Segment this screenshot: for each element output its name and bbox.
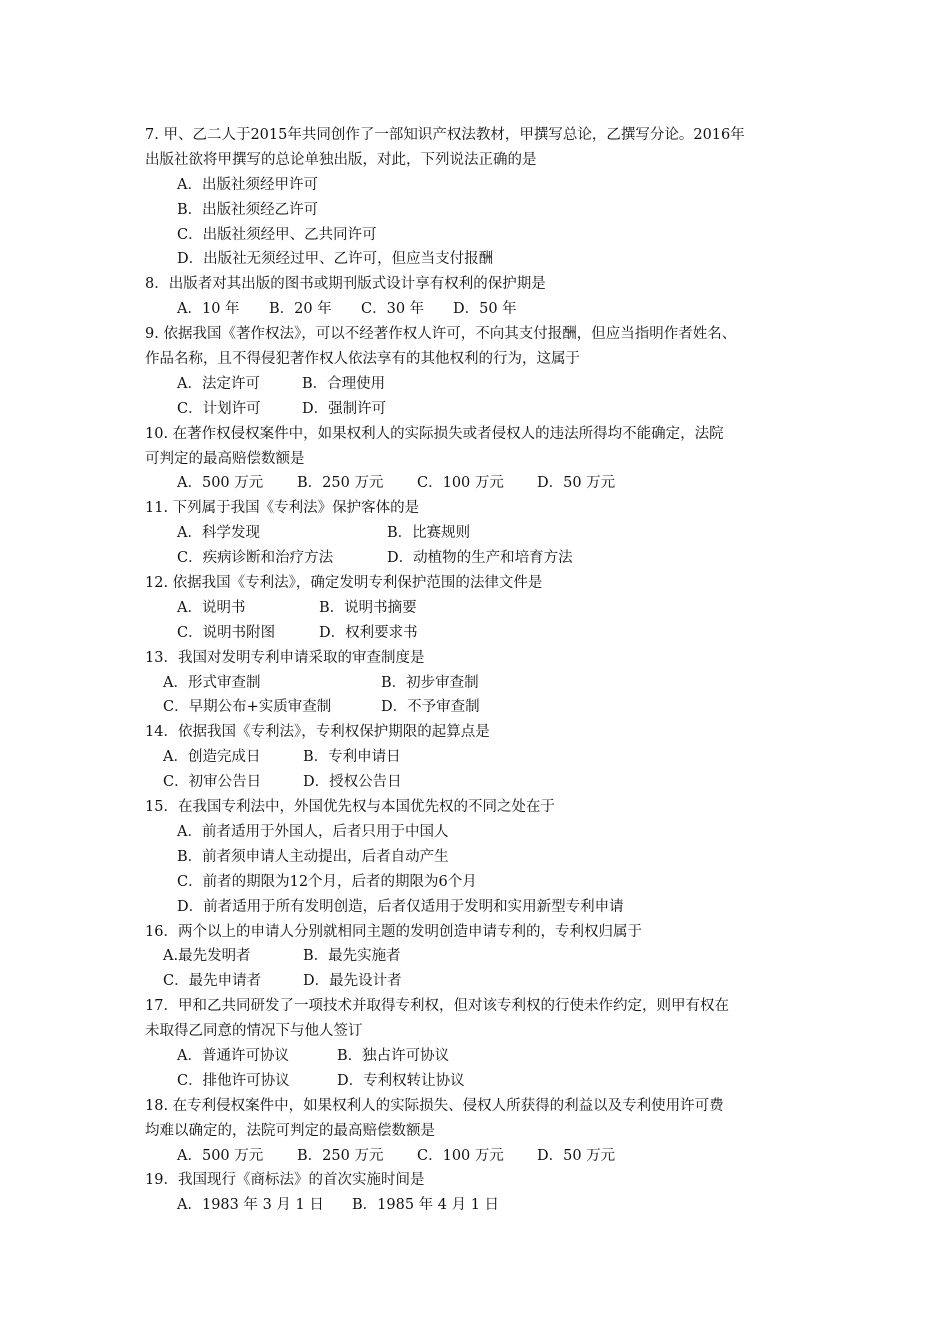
option-row	[145, 845, 810, 870]
answer-option[interactable]: D．权利要求书	[319, 624, 418, 641]
answer-option[interactable]: A．法定许可	[177, 375, 260, 392]
question-stem-line: 未取得乙同意的情况下与他人签订	[145, 1023, 363, 1040]
question-stem-line: 7. 甲、乙二人于2015年共同创作了一部知识产权法教材，甲撰写总论，乙撰写分论。2016年	[145, 127, 745, 143]
option-row	[145, 895, 810, 920]
question-stem-line: 15．在我国专利法中，外国优先权与本国优先权的不同之处在于	[145, 799, 555, 816]
option-row	[145, 621, 810, 646]
option-row	[145, 695, 810, 720]
answer-option[interactable]: A．出版社须经甲许可	[177, 176, 318, 193]
answer-option[interactable]: C．初审公告日	[163, 774, 262, 791]
answer-option[interactable]: A．500 万元	[177, 475, 264, 492]
option-row	[145, 521, 810, 546]
question-15	[145, 795, 810, 919]
option-row	[145, 471, 810, 496]
option-row	[145, 969, 810, 994]
answer-option[interactable]: A．说明书	[177, 599, 246, 616]
answer-option[interactable]: C．30 年	[361, 301, 425, 318]
answer-option[interactable]: B．出版社须经乙许可	[177, 201, 319, 218]
answer-option[interactable]: D．专利权转让协议	[337, 1072, 465, 1089]
question-12	[145, 571, 810, 646]
question-stem-line: 出版社欲将甲撰写的总论单独出版，对此，下列说法正确的是	[145, 151, 537, 168]
option-row	[145, 223, 810, 248]
question-14	[145, 720, 810, 795]
answer-option[interactable]: A．科学发现	[177, 525, 260, 542]
answer-option[interactable]: A．普通许可协议	[177, 1047, 289, 1064]
question-stem-line: 可判定的最高赔偿数额是	[145, 450, 305, 467]
question-7	[145, 123, 810, 272]
answer-option[interactable]: D．50 万元	[537, 1147, 616, 1164]
answer-option[interactable]: A．创造完成日	[163, 749, 261, 766]
option-row	[145, 745, 810, 770]
answer-option[interactable]: C．100 万元	[417, 1147, 504, 1164]
answer-option[interactable]: B．前者须申请人主动提出，后者自动产生	[177, 848, 449, 865]
answer-option[interactable]: B．独占许可协议	[337, 1047, 450, 1064]
option-row	[145, 173, 810, 198]
answer-option[interactable]: B．250 万元	[297, 475, 384, 492]
answer-option[interactable]: D．授权公告日	[303, 774, 402, 791]
answer-option[interactable]: A．形式审查制	[163, 674, 261, 691]
option-row	[145, 1044, 810, 1069]
answer-option[interactable]: B．专利申请日	[303, 749, 401, 766]
option-row	[145, 820, 810, 845]
question-stem-line: 13．我国对发明专利申请采取的审查制度是	[145, 649, 425, 666]
question-stem-line: 作品名称，且不得侵犯著作权人依法享有的其他权利的行为，这属于	[145, 351, 580, 368]
question-stem-line: 18. 在专利侵权案件中，如果权利人的实际损失、侵权人所获得的利益以及专利使用许可费	[145, 1097, 724, 1114]
answer-option[interactable]: B．比赛规则	[387, 525, 471, 542]
question-stem-line: 10. 在著作权侵权案件中，如果权利人的实际损失或者侵权人的违法所得均不能确定，法院	[145, 425, 724, 442]
answer-option[interactable]: C．前者的期限为12个月，后者的期限为6个月	[177, 873, 477, 890]
answer-option[interactable]: B．最先实施者	[303, 948, 401, 965]
question-19	[145, 1168, 810, 1218]
option-row	[145, 247, 810, 272]
question-9	[145, 322, 810, 422]
question-list	[145, 123, 810, 1218]
answer-option[interactable]: C．疾病诊断和治疗方法	[177, 550, 334, 567]
question-stem-line: 14．依据我国《专利法》，专利权保护期限的起算点是	[145, 724, 490, 741]
answer-option[interactable]: A．10 年	[177, 301, 240, 318]
question-17	[145, 994, 810, 1094]
answer-option[interactable]: B．250 万元	[297, 1147, 384, 1164]
answer-option[interactable]: B．20 年	[269, 301, 332, 318]
option-row	[145, 297, 810, 322]
option-row	[145, 198, 810, 223]
question-8	[145, 272, 810, 322]
answer-option[interactable]: B．1985 年 4 月 1 日	[352, 1197, 500, 1214]
answer-option[interactable]: D．动植物的生产和培育方法	[387, 550, 573, 567]
question-11	[145, 496, 810, 571]
option-row	[145, 1144, 810, 1169]
answer-option[interactable]: C．排他许可协议	[177, 1072, 290, 1089]
question-stem-line: 16．两个以上的申请人分别就相同主题的发明创造申请专利的，专利权归属于	[145, 923, 642, 940]
option-row	[145, 944, 810, 969]
answer-option[interactable]: D．最先设计者	[303, 973, 402, 990]
option-row	[145, 596, 810, 621]
answer-option[interactable]: D．50 万元	[537, 475, 616, 492]
answer-option[interactable]: C．最先申请者	[163, 973, 262, 990]
question-stem-line: 11. 下列属于我国《专利法》保护客体的是	[145, 500, 420, 517]
answer-option[interactable]: C．出版社须经甲、乙共同许可	[177, 226, 377, 243]
answer-option[interactable]: C．说明书附图	[177, 624, 276, 641]
answer-option[interactable]: A．500 万元	[177, 1147, 264, 1164]
answer-option[interactable]: B．初步审查制	[381, 674, 479, 691]
option-row	[145, 671, 810, 696]
option-row	[145, 1193, 810, 1218]
question-18	[145, 1094, 810, 1169]
answer-option[interactable]: A．前者适用于外国人，后者只用于中国人	[177, 823, 449, 840]
answer-option[interactable]: C．早期公布+实质审查制	[163, 699, 332, 716]
question-10	[145, 422, 810, 497]
option-row	[145, 1069, 810, 1094]
answer-option[interactable]: D．出版社无须经过甲、乙许可，但应当支付报酬	[177, 251, 494, 268]
answer-option[interactable]: C．100 万元	[417, 475, 504, 492]
answer-option[interactable]: C．计划许可	[177, 400, 261, 417]
question-stem-line: 19．我国现行《商标法》的首次实施时间是	[145, 1172, 425, 1189]
option-row	[145, 546, 810, 571]
question-stem-line: 9. 依据我国《著作权法》，可以不经著作权人许可，不向其支付报酬，但应当指明作者姓名、	[145, 326, 737, 343]
option-row	[145, 397, 810, 422]
question-stem-line: 12. 依据我国《专利法》，确定发明专利保护范围的法律文件是	[145, 575, 543, 592]
option-row	[145, 372, 810, 397]
question-stem-line: 17．甲和乙共同研发了一项技术并取得专利权，但对该专利权的行使未作约定，则甲有权在	[145, 998, 729, 1015]
answer-option[interactable]: D．强制许可	[302, 400, 387, 417]
answer-option[interactable]: A．1983 年 3 月 1 日	[177, 1197, 324, 1214]
question-stem-line: 8．出版者对其出版的图书或期刊版式设计享有权利的保护期是	[145, 276, 546, 293]
question-stem-line: 均难以确定的，法院可判定的最高赔偿数额是	[145, 1122, 435, 1139]
question-16	[145, 920, 810, 995]
answer-option[interactable]: B．合理使用	[302, 375, 386, 392]
answer-option[interactable]: D．不予审查制	[381, 699, 480, 716]
answer-option[interactable]: A.最先发明者	[163, 948, 251, 965]
option-row	[145, 870, 810, 895]
answer-option[interactable]: D．50 年	[453, 301, 517, 318]
question-13	[145, 646, 810, 721]
option-row	[145, 770, 810, 795]
answer-option[interactable]: D．前者适用于所有发明创造，后者仅适用于发明和实用新型专利申请	[177, 898, 624, 915]
answer-option[interactable]: B．说明书摘要	[319, 599, 417, 616]
